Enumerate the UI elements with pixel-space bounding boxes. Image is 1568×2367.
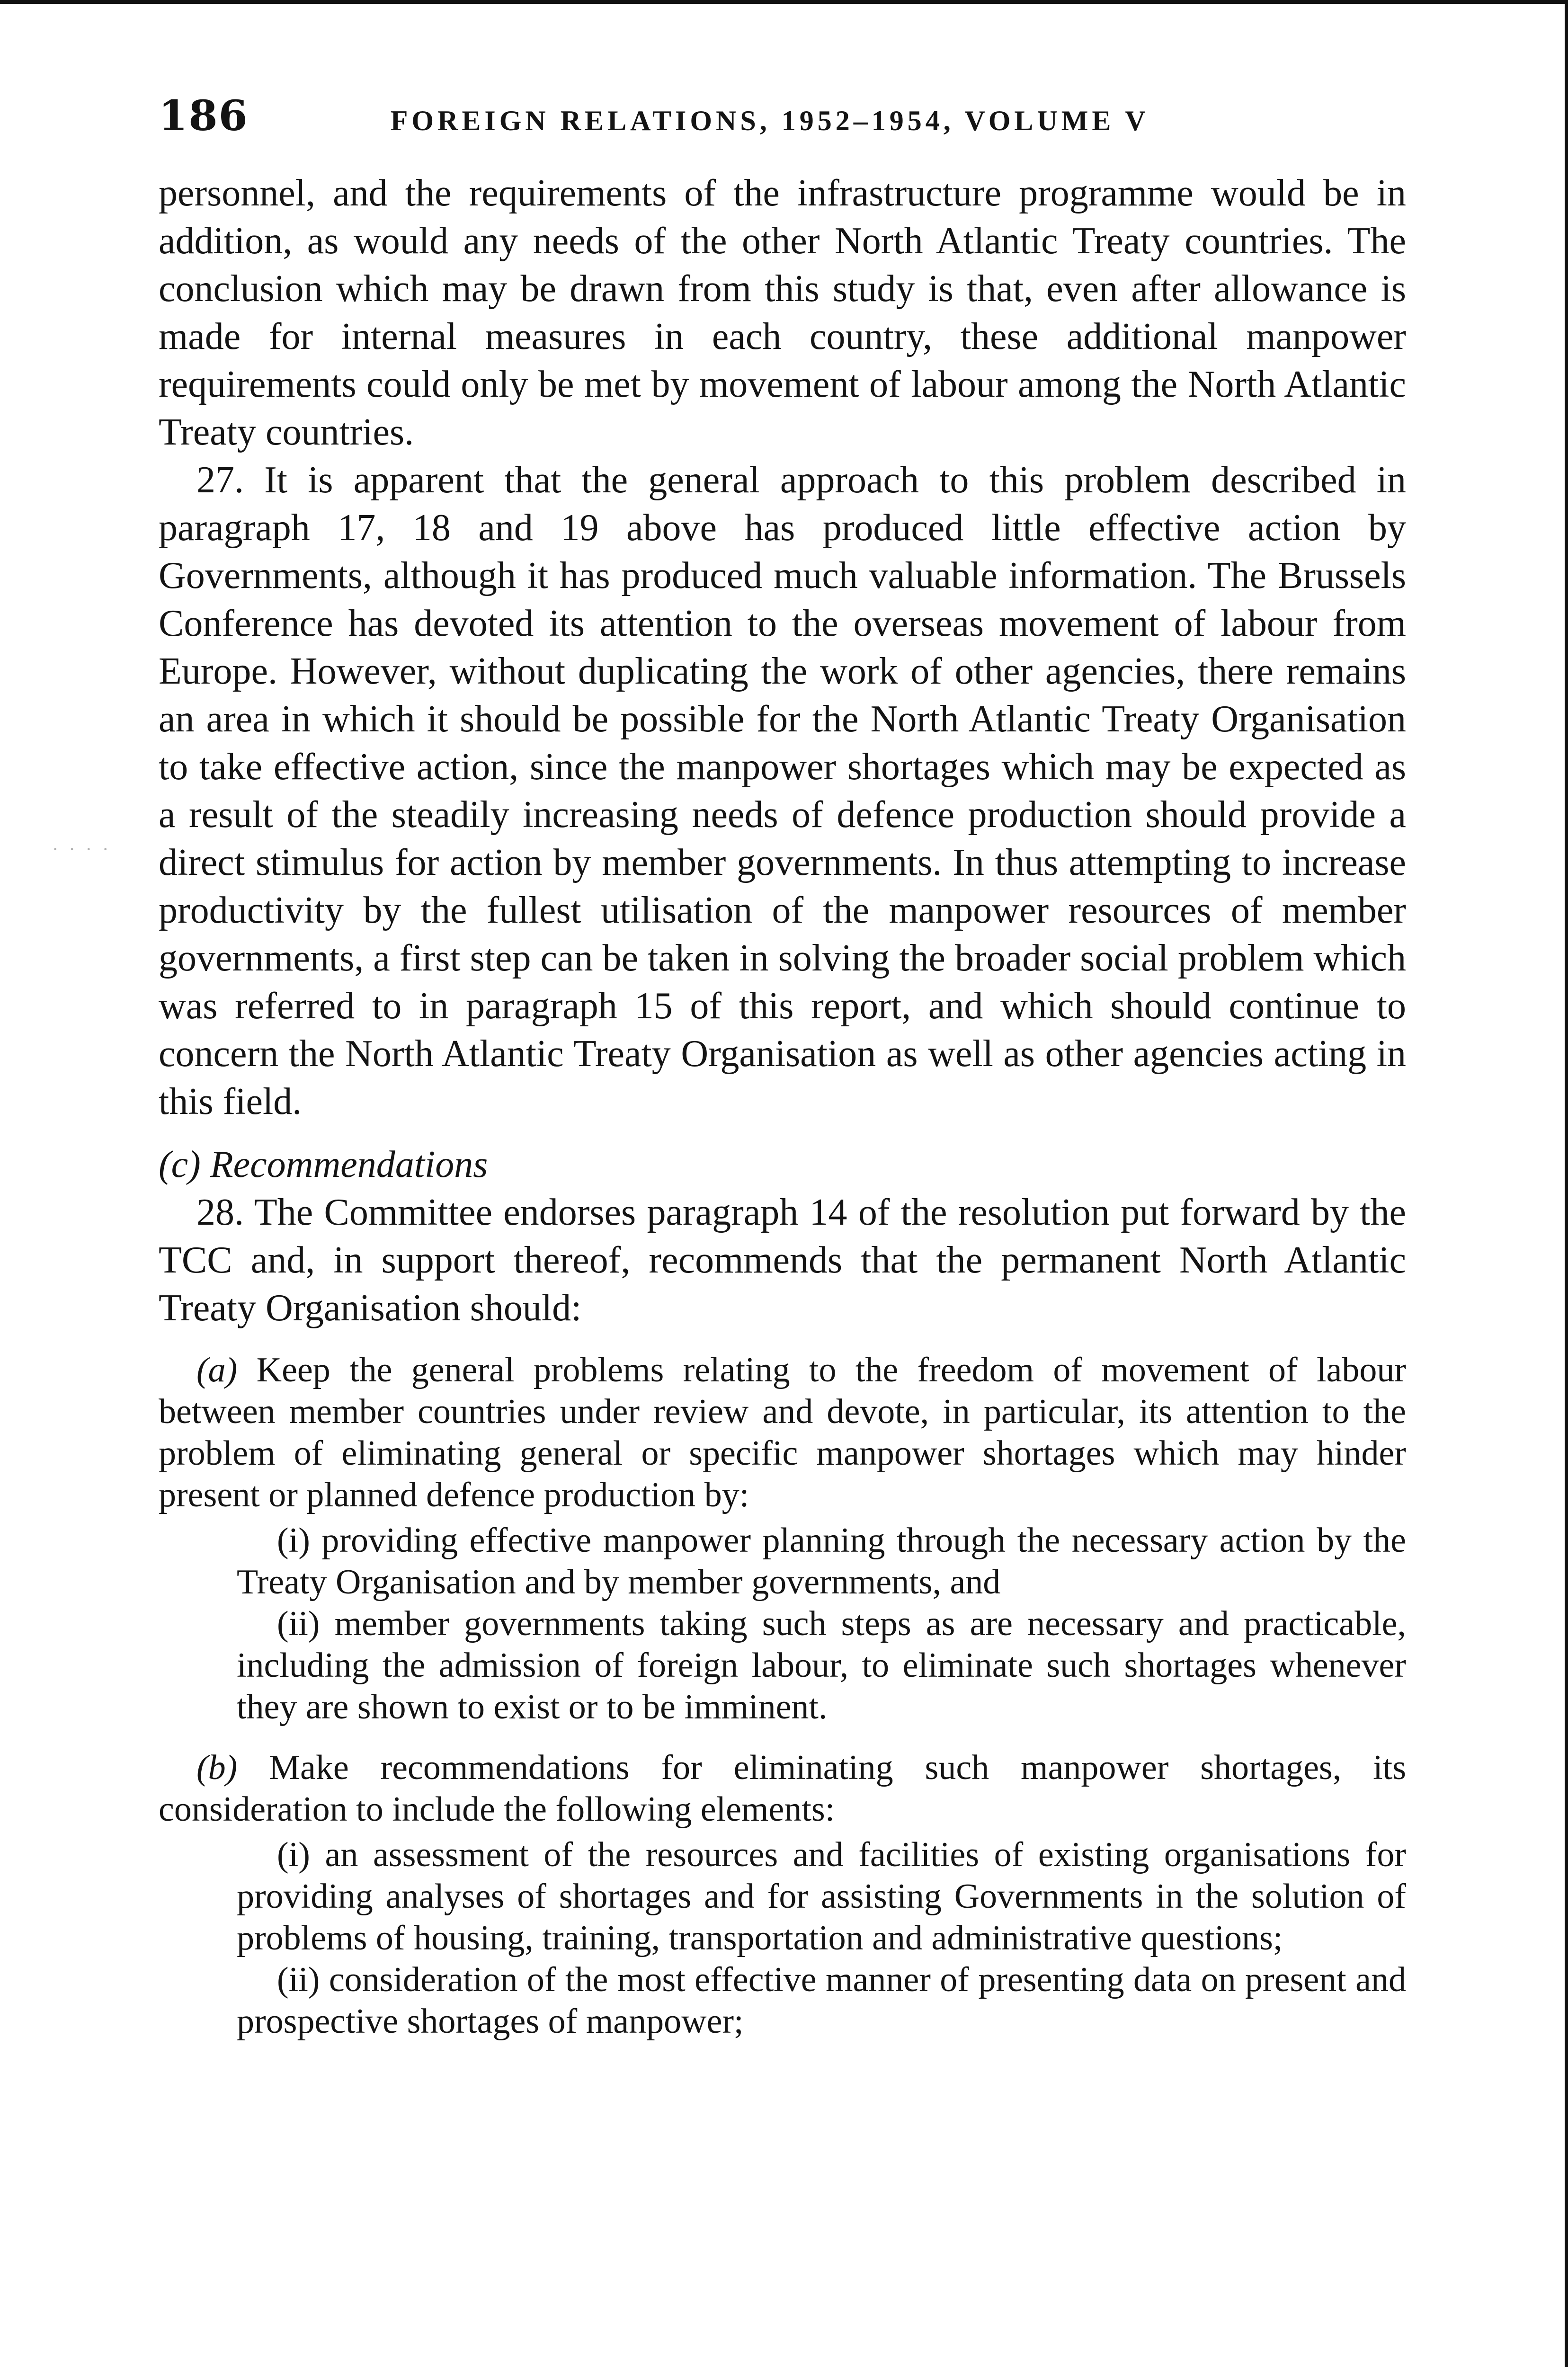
item-text: member governments taking such steps as are necessary and practicable, including the admission of foreign labour, to eliminate such shortages whenever they are shown to exist or to be imminent. (237, 1604, 1406, 1726)
item-label: (ii) (277, 1604, 320, 1643)
recommendation-a-item-ii (237, 1603, 1406, 1728)
recommendation-a-item-i (237, 1520, 1406, 1603)
recommendation-b (159, 1747, 1406, 2042)
item-label: (ii) (277, 1960, 320, 1999)
item-text: an assessment of the resources and facilities of existing organisations for providing analyses of shortages and for assisting Governments in the solution of problems of housing, training, transportation and administrative questions; (237, 1835, 1406, 1958)
recommendation-b-item-ii (237, 1959, 1406, 2042)
page-edge-right (1565, 0, 1568, 2367)
item-text: providing effective manpower planning through the necessary action by the Treaty Organisation and by member governments, and (237, 1521, 1406, 1602)
recommendation-a-label: (a) (196, 1351, 238, 1389)
document-page (159, 91, 1407, 2042)
margin-mark: · · · · (52, 838, 112, 860)
section-heading-recommendations (159, 1141, 1406, 1189)
item-label: (i) (277, 1521, 310, 1560)
recommendation-b-text (159, 1747, 1406, 1830)
item-text: consideration of the most effective manner of presenting data on present and prospective shortages of manpower; (237, 1960, 1406, 2041)
paragraph-27: 27. It is apparent that the general approach to this problem described in paragraph 17, 18 and 19 above has produced little effective action by Governments, although it has produced much valuable information. The Brussels Conference has devoted its attention to the overseas movement of labour from Europe. However, without duplicating the work of other agencies, there remains an area in which it should be possible for the North Atlantic Treaty Organisation to take effective action, since the manpower shortages which may be expected as a result of the steadily increasing needs of defence production should provide a direct stimulus for action by member governments. In thus attempting to increase productivity by the fullest utilisation of the manpower resources of member governments, a first step can be taken in solving the broader social problem which was referred to in paragraph 15 of this report, and which should continue to concern the North Atlantic Treaty Organisation as well as other agencies acting in this field. (159, 459, 1406, 1122)
recommendation-b-label: (b) (196, 1748, 238, 1787)
recommendation-a (159, 1349, 1406, 1728)
page-header (159, 91, 1406, 140)
section-title: Recommendations (210, 1144, 488, 1185)
page-number: 186 (159, 91, 249, 140)
recommendation-b-body: Make recommendations for eliminating such manpower shortages, its consideration to include the following elements: (159, 1748, 1406, 1829)
paragraph-continued: personnel, and the requirements of the infrastructure programme would be in addition, as would any needs of the other North Atlantic Treaty countries. The conclusion which may be drawn from this study is that, even after allowance is made for internal measures in each country, these additional manpower requirements could only be met by movement of labour among the North Atlantic Treaty countries. (159, 172, 1406, 453)
recommendation-b-item-i (237, 1834, 1406, 1959)
section-label: (c) (159, 1144, 201, 1185)
paragraph-28: 28. The Committee endorses paragraph 14 of the resolution put forward by the TCC and, in support thereof, recommends that the permanent North Atlantic Treaty Organisation should: (159, 1192, 1406, 1329)
item-label: (i) (277, 1835, 310, 1874)
running-head: FOREIGN RELATIONS, 1952–1954, VOLUME V (390, 105, 1149, 136)
recommendation-a-text (159, 1349, 1406, 1516)
page-edge-top (0, 0, 1568, 4)
recommendation-a-body: Keep the general problems relating to the freedom of movement of labour between member countries under review and devote, in particular, its attention to the problem of eliminating general or specific manpower shortages which may hinder present or planned defence production by: (159, 1351, 1407, 1514)
